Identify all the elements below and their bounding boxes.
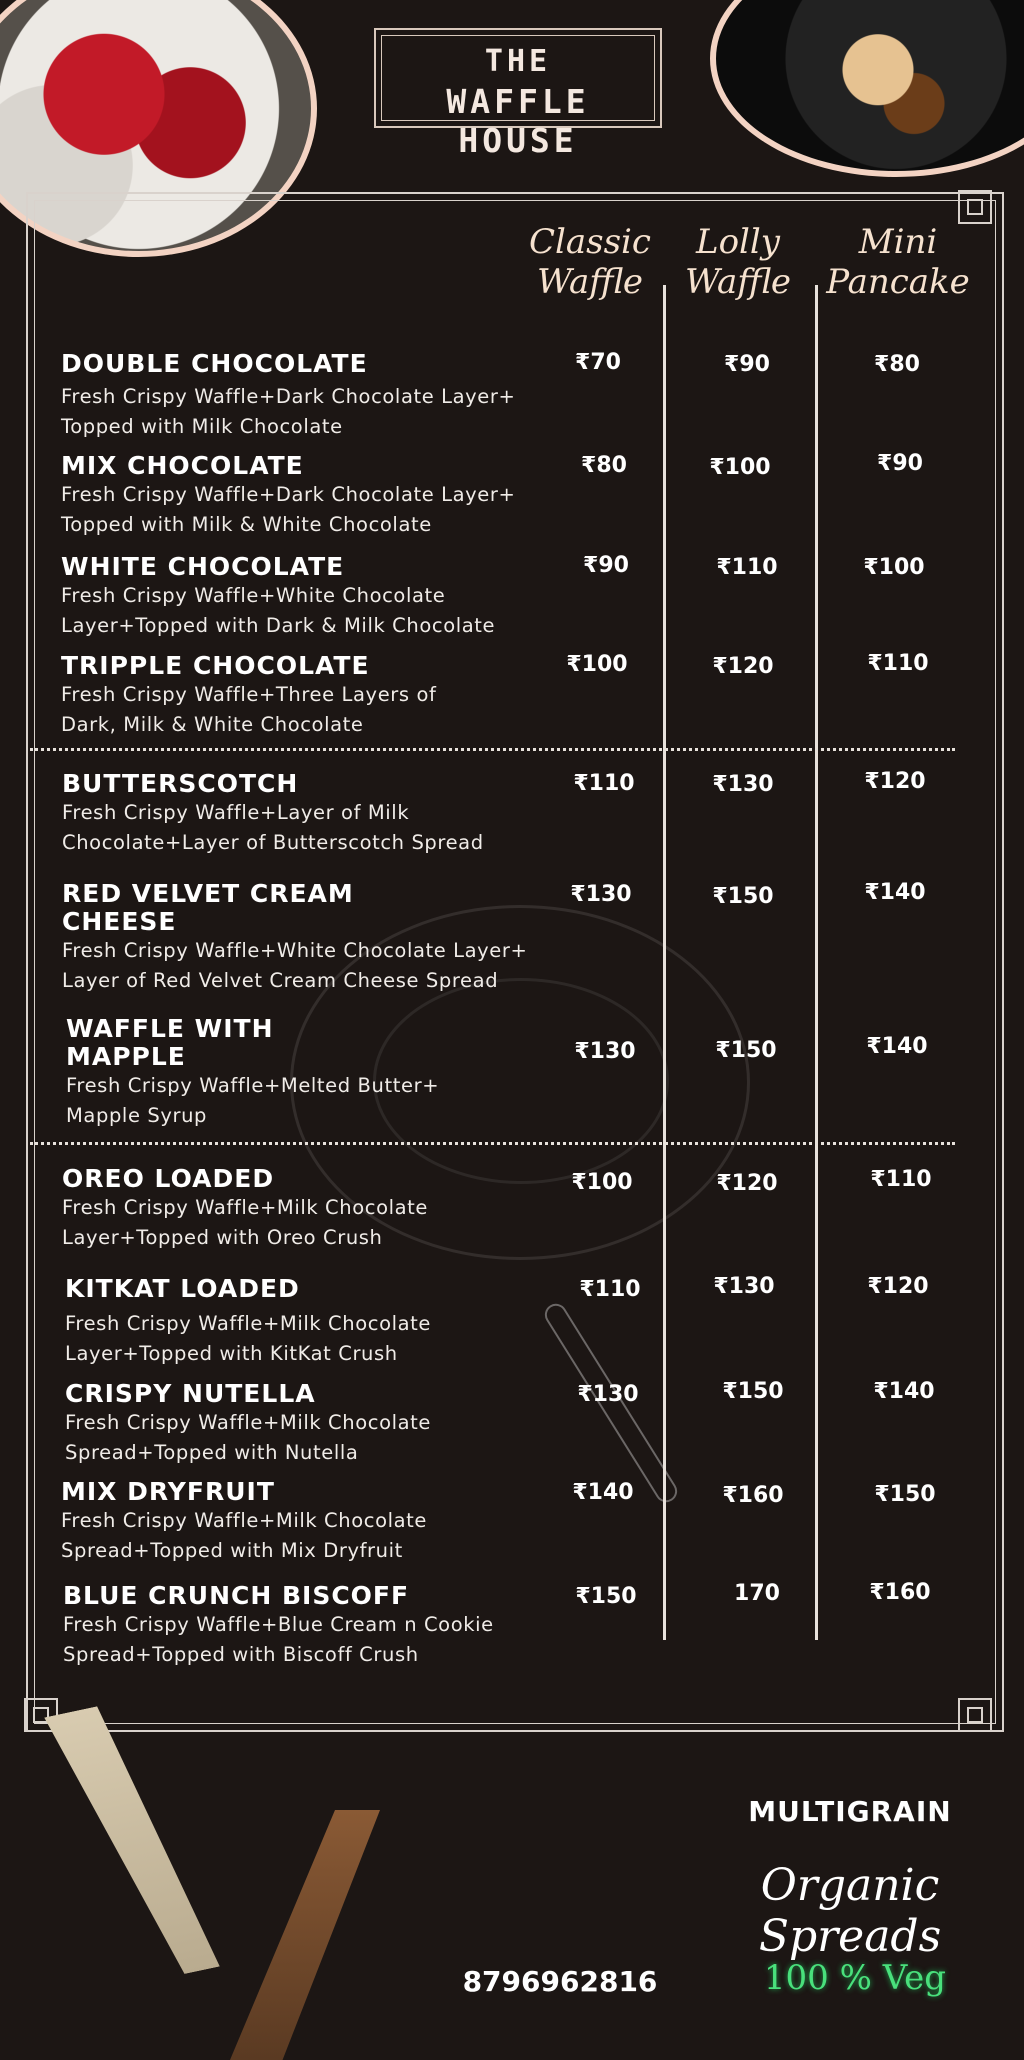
- price-lolly: ₹110: [716, 555, 778, 580]
- item-name: RED VELVET CREAM: [62, 879, 354, 908]
- phone-number: 8796962816: [462, 1965, 658, 1998]
- item-description: Fresh Crispy Waffle+Three Layers of: [61, 683, 437, 706]
- item-name: BLUE CRUNCH BISCOFF: [63, 1581, 410, 1610]
- price-lolly: ₹150: [715, 1038, 777, 1063]
- item-description: Layer+Topped with Dark & Milk Chocolate: [61, 614, 496, 637]
- menu-item-blue-crunch-biscoff: [63, 1582, 494, 1670]
- item-description: Fresh Crispy Waffle+Milk Chocolate: [61, 1509, 428, 1532]
- section-separator: [30, 1142, 955, 1145]
- item-description: Spread+Topped with Biscoff Crush: [63, 1643, 419, 1666]
- price-lolly: ₹160: [722, 1483, 784, 1508]
- menu-item-tripple-chocolate: [61, 652, 436, 740]
- item-description: Topped with Milk Chocolate: [61, 415, 343, 438]
- price-pancake: ₹120: [864, 769, 926, 794]
- column-heading-mini-pancake: Mini Pancake: [826, 222, 970, 302]
- price-classic: ₹110: [579, 1277, 641, 1302]
- price-classic: ₹130: [570, 882, 632, 907]
- frame-corner-ornament: [958, 1698, 992, 1732]
- frame-corner-ornament: [958, 190, 992, 224]
- item-description: Fresh Crispy Waffle+Milk Chocolate: [62, 1196, 429, 1219]
- item-name: OREO LOADED: [62, 1164, 275, 1193]
- item-description: Topped with Milk & White Chocolate: [61, 513, 432, 536]
- item-description: Fresh Crispy Waffle+Blue Cream n Cookie: [63, 1613, 494, 1636]
- price-pancake: ₹120: [867, 1274, 929, 1299]
- item-description: Mapple Syrup: [66, 1104, 208, 1127]
- item-name: WHITE CHOCOLATE: [61, 552, 345, 581]
- price-classic: ₹150: [575, 1584, 637, 1609]
- item-name: CRISPY NUTELLA: [65, 1379, 316, 1408]
- price-pancake: ₹80: [874, 352, 920, 377]
- item-name: CHEESE: [62, 907, 177, 936]
- item-name: MIX CHOCOLATE: [61, 451, 304, 480]
- price-lolly: ₹150: [722, 1379, 784, 1404]
- menu-item-white-chocolate: [61, 553, 495, 641]
- item-name: MIX DRYFRUIT: [61, 1477, 275, 1506]
- price-classic: ₹90: [583, 553, 629, 578]
- menu-item-waffle-with-mapple: [66, 1015, 439, 1131]
- menu-item-red-velvet-cream-cheese: [62, 880, 527, 996]
- column-divider: [663, 285, 666, 1640]
- logo-line-2: WAFFLE HOUSE: [446, 82, 590, 160]
- item-description: Chocolate+Layer of Butterscotch Spread: [62, 831, 484, 854]
- price-classic: ₹130: [574, 1039, 636, 1064]
- price-pancake: ₹140: [864, 880, 926, 905]
- price-classic: ₹130: [577, 1382, 639, 1407]
- price-lolly: 170: [734, 1581, 780, 1606]
- price-classic: ₹140: [572, 1480, 634, 1505]
- price-lolly: ₹90: [724, 352, 770, 377]
- price-lolly: ₹130: [713, 1274, 775, 1299]
- item-name: KITKAT LOADED: [65, 1274, 300, 1303]
- item-description: Fresh Crispy Waffle+Milk Chocolate: [65, 1312, 432, 1335]
- menu-item-mix-dryfruit: [61, 1478, 427, 1566]
- menu-item-kitkat-loaded: [65, 1275, 431, 1369]
- milk-chocolate-cone-photo: [230, 1810, 380, 2060]
- menu-item-oreo-loaded: [62, 1165, 428, 1253]
- item-name: BUTTERSCOTCH: [62, 769, 299, 798]
- price-pancake: ₹140: [873, 1379, 935, 1404]
- price-classic: ₹100: [571, 1170, 633, 1195]
- section-separator: [30, 748, 955, 751]
- menu-item-double-chocolate: [61, 350, 515, 442]
- item-description: Fresh Crispy Waffle+White Chocolate: [61, 584, 446, 607]
- price-lolly: ₹130: [712, 772, 774, 797]
- price-lolly: ₹100: [709, 455, 771, 480]
- item-name: MAPPLE: [66, 1042, 186, 1071]
- column-heading-lolly-waffle: Lolly Waffle: [685, 222, 791, 302]
- item-description: Layer+Topped with KitKat Crush: [65, 1342, 398, 1365]
- item-description: Fresh Crispy Waffle+Melted Butter+: [66, 1074, 440, 1097]
- item-description: Spread+Topped with Mix Dryfruit: [61, 1539, 403, 1562]
- item-description: Fresh Crispy Waffle+Dark Chocolate Layer+: [61, 483, 516, 506]
- multigrain-label: MULTIGRAIN: [748, 1795, 952, 1828]
- item-description: Spread+Topped with Nutella: [65, 1441, 359, 1464]
- waffle-drizzle-photo: [710, 0, 1024, 177]
- price-pancake: ₹110: [867, 651, 929, 676]
- price-pancake: ₹90: [877, 451, 923, 476]
- price-pancake: ₹140: [866, 1034, 928, 1059]
- price-pancake: ₹150: [874, 1482, 936, 1507]
- white-chocolate-cone-photo: [44, 1693, 220, 1992]
- price-pancake: ₹100: [863, 555, 925, 580]
- menu-item-mix-chocolate: [61, 452, 515, 540]
- item-description: Layer of Red Velvet Cream Cheese Spread: [62, 969, 499, 992]
- price-pancake: ₹110: [870, 1167, 932, 1192]
- price-classic: ₹110: [573, 771, 635, 796]
- item-name: DOUBLE CHOCOLATE: [61, 349, 368, 378]
- column-heading-classic-waffle: Classic Waffle: [529, 222, 651, 302]
- menu-item-butterscotch: [62, 770, 484, 858]
- menu-item-crispy-nutella: [65, 1380, 431, 1468]
- price-pancake: ₹160: [869, 1580, 931, 1605]
- logo-line-1: THE: [484, 44, 552, 79]
- logo: [374, 28, 662, 160]
- price-classic: ₹70: [575, 350, 621, 375]
- price-classic: ₹80: [581, 453, 627, 478]
- item-description: Fresh Crispy Waffle+Dark Chocolate Layer+: [61, 385, 516, 408]
- column-divider: [815, 285, 818, 1640]
- price-lolly: ₹120: [716, 1171, 778, 1196]
- item-name: WAFFLE WITH: [66, 1014, 274, 1043]
- price-lolly: ₹120: [712, 654, 774, 679]
- item-description: Layer+Topped with Oreo Crush: [62, 1226, 383, 1249]
- organic-spreads-label: Organic Spreads: [758, 1860, 942, 1962]
- veg-badge: 100 % Veg: [763, 1958, 947, 1998]
- price-lolly: ₹150: [712, 884, 774, 909]
- price-classic: ₹100: [566, 652, 628, 677]
- item-description: Fresh Crispy Waffle+White Chocolate Layer+: [62, 939, 528, 962]
- item-description: Fresh Crispy Waffle+Layer of Milk: [62, 801, 410, 824]
- item-name: TRIPPLE CHOCOLATE: [61, 651, 370, 680]
- item-description: Fresh Crispy Waffle+Milk Chocolate: [65, 1411, 432, 1434]
- item-description: Dark, Milk & White Chocolate: [61, 713, 364, 736]
